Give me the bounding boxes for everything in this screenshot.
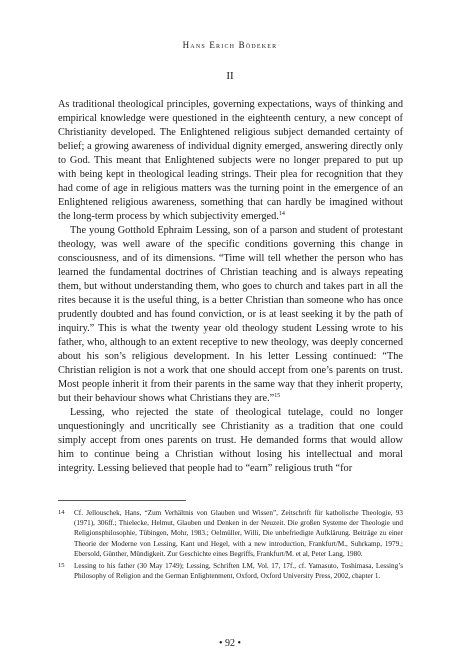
footnote-number: 14 — [58, 509, 65, 516]
footnote-15 — [58, 561, 403, 581]
paragraph-2-text: The young Gotthold Ephraim Lessing, son of a parson and student of protestant theology, was well aware of the specific conditions governing this change in consciousness, and of its dimensions. “Time will tell whether the person who has learned the fundamental doctrines of Christian teaching and is always repeating them, but without understanding them, who goes to church and takes part in all the rites because it is the useful thing, is a better Christian than someone who has once prudently doubted and has found conviction, or is at least seeking it by the path of inquiry.” This is what the twenty year old theology student Lessing wrote to his father, who, although to an extent receptive to new theology, was deeply concerned about his son’s religious development. In his letter Lessing continued: “The Christian religion is not a work that one should accept from one’s parents on trust. Most people inherit it from their parents in the same way that they inherit property, but their behaviour shows what Christians they are.” — [58, 225, 403, 404]
footnote-ref-14[interactable]: 14 — [278, 211, 285, 217]
paragraph-3 — [58, 406, 403, 476]
section-number: II — [226, 70, 234, 82]
running-head: Hans Erich Bödeker — [182, 40, 278, 50]
footnote-14 — [58, 508, 403, 559]
footnote-number: 15 — [58, 562, 65, 570]
paragraph-2 — [58, 224, 403, 406]
footnote-text: Cf. Jellouschek, Hans, “Zum Verhältnis von Glauben und Wissen”, Zeitschrift für katholische Theologie, 93 (1971), 306ff.; Thielecke, Helmut, Glauben und Denken in der Neuzeit. Die großen Systeme der Theologie und Religionsphilosophie, Tübingen, Mohr, 1983.; Oelmüller, Willi, Die unbefriedigte Aufklärung. Beiträge zu einer Theorie der Moderne von Lessing, Kant und Hegel, with a new introduction, Frankfurt/M., Suhrkamp, 1979.; Ebersold, Günther, Mündigkeit. Zur Geschichte eines Begriffs, Frankfurt/M. et al, Peter Lang, 1980. — [74, 509, 403, 558]
paragraph-1 — [58, 98, 403, 224]
paragraph-3-text: Lessing, who rejected the state of theological tutelage, could no longer unquestioningly and uncritically see Christianity as a tradition that one could simply accept from ones parents on trust. He demanded forms that would allow him to continue being a Christian without losing his intellectual and moral integrity. Lessing believed that people had to “earn” religious truth “for — [58, 407, 403, 474]
footnote-rule — [58, 500, 186, 501]
body-text — [58, 98, 403, 476]
footnote-text: Lessing to his father (30 May 1749); Lessing, Schriften LM, Vol. 17, 17f., cf. Yamasuto, Toshimasa, Lessing’s Philosophy of Religion and the German Enlightenment, Oxford, Oxford University Press, 2002, chapter 1. — [74, 562, 403, 581]
page-number: • 92 • — [218, 638, 241, 649]
paragraph-1-text: As traditional theological principles, governing expectations, ways of thinking and empirical knowledge were questioned in the eighteenth century, a new concept of Christianity developed. The Enlightened religious subject demanded certainty of belief; a growing awareness of individual dignity emerged, answering directly only to God. This meant that Enlightened subjects were no longer prepared to put up with being kept in theological leading strings. Their plea for recognition that they had come of age in religious matters was the turning point in the emergence of an Enlightened religious awareness, something that can hardly be imagined without the long-term process by which subjectivity emerged. — [58, 99, 403, 222]
footnotes — [58, 508, 403, 583]
footnote-ref-15[interactable]: 15 — [274, 393, 281, 399]
